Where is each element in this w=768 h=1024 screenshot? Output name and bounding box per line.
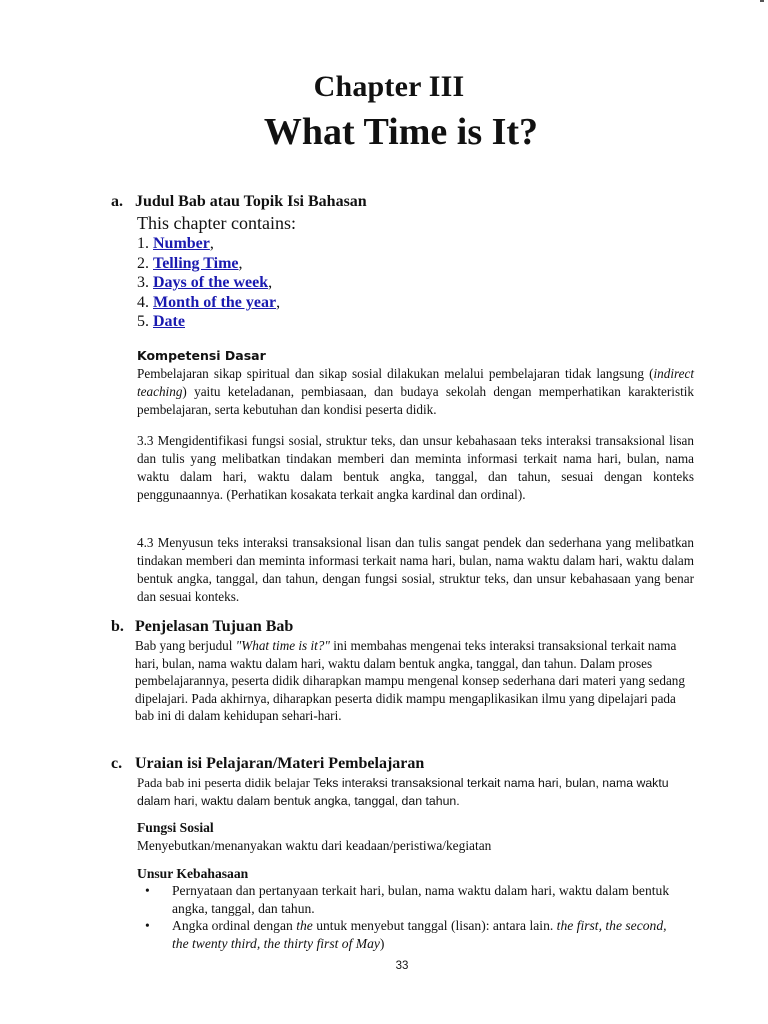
toc-link-telling-time[interactable]: Telling Time [153,254,239,272]
toc-link-month-of-year[interactable]: Month of the year [153,293,277,311]
section-a-heading [111,193,367,211]
bullet-emphasis: the [296,918,313,933]
section-c-intro-topic: Teks interaksi transaksional terkait nama hari, bulan, nama waktu dalam hari, waktu dalam bentuk angka, tanggal, dan tahun. [137,776,669,808]
kd-4-3-paragraph: 4.3 Menyusun teks interaksi transaksional lisan dan tulis sangat pendek dan sederhana yang melibatkan tindakan memberi dan meminta informasi terkait nama hari, bulan, nama waktu dalam hari, waktu dalam bentuk angka, tanggal, dan tahun, dengan fungsi sosial, struktur teks, dan unsur kebahasaan yang benar dan sesuai konteks. [137,535,694,604]
kd-intro-text: Pembelajaran sikap spiritual dan sikap sosial dilakukan melalui pembelajaran tidak langsung ( [137,366,654,381]
bullet-icon: • [145,883,150,898]
kd-intro-paragraph [137,365,694,419]
section-b-title: Penjelasan Tujuan Bab [135,618,294,635]
bullet-text: Angka ordinal dengan [172,918,297,933]
section-c-letter: c. [111,755,123,772]
toc-number: 1. [137,235,149,252]
section-c-intro-text: Pada bab ini peserta didik belajar [137,775,314,790]
table-of-contents [137,234,280,332]
toc-number: 4. [137,293,149,311]
toc-number: 2. [137,254,149,272]
toc-suffix: , [276,293,281,311]
kd-intro-text-end: ) yaitu keteladanan, pembiasaan, dan budaya sekolah dengan memperhatikan karakteristik pembelajaran, serta kebutuhan dan kondisi peserta didik. [137,384,694,417]
bullet-icon: • [145,918,150,933]
toc-item [137,254,280,274]
list-item [145,882,670,917]
toc-suffix: , [268,274,273,291]
unsur-kebahasaan-heading: Unsur Kebahasaan [137,866,249,881]
bullet-text: Pernyataan dan pertanyaan terkait hari, bulan, nama waktu dalam hari, waktu dalam bentuk angka, tanggal, dan tahun. [172,883,670,916]
toc-suffix: , [209,235,214,252]
section-b-emphasis: "What time is it?" [235,638,330,653]
toc-link-days-of-week[interactable]: Days of the week [153,274,269,291]
section-c-intro [137,774,702,810]
kompetensi-dasar-heading: Kompetensi Dasar [137,348,266,363]
section-b-body [135,637,697,725]
toc-item [137,312,280,332]
kd-3-3-paragraph: 3.3 Mengidentifikasi fungsi sosial, struktur teks, dan unsur kebahasaan teks interaksi transaksional lisan dan tulis yang melibatkan tindakan memberi dan meminta informasi terkait nama hari, bulan, nama waktu dalam hari, waktu dalam bentuk angka, tanggal, dan tahun, sesuai dengan konteks penggunaannya. (Perhatikan kosakata terkait angka kardinal dan ordinal). [137,433,694,502]
contains-label: This chapter contains: [137,213,296,233]
bullet-examples: the first, the second, the twenty third, the thirty first of May [172,918,667,951]
section-a-letter: a. [111,193,123,210]
chapter-label: Chapter III [313,70,465,103]
fungsi-sosial-heading: Fungsi Sosial [137,820,214,835]
section-c-title: Uraian isi Pelajaran/Materi Pembelajaran [135,755,425,772]
toc-number: 3. [137,274,149,291]
toc-link-date[interactable]: Date [153,313,185,330]
section-c-heading [111,755,424,773]
section-b-text-end: ini membahas mengenai teks interaksi transaksional terkait nama hari, bulan, nama waktu dalam hari, waktu dalam bentuk angka, tanggal, dan tahun. Dalam proses pembelajarannya, peserta didik diharapkan mampu mengenal konsep sederhana dari materi yang sedang dipelajari. Pada akhirnya, diharapkan peserta didik mampu mengaplikasikan ilmu yang dipelajari pada bab ini di dalam kehidupan sehari-hari. [135,638,685,723]
section-b-heading [111,618,293,636]
section-b-letter: b. [111,618,124,635]
toc-link-number[interactable]: Number [153,235,210,252]
toc-number: 5. [137,313,149,330]
page-number: 33 [395,960,409,972]
bullet-text-end: ) [379,935,385,951]
corner-mark [760,0,764,2]
list-item [145,917,670,952]
kd-intro-emphasis: indirect teaching [137,366,694,399]
section-a-title: Judul Bab atau Topik Isi Bahasan [135,193,367,210]
toc-suffix: , [238,254,243,272]
unsur-kebahasaan-list [145,882,670,952]
chapter-title: What Time is It? [263,111,539,153]
toc-item [137,293,280,313]
toc-item [137,273,280,293]
fungsi-sosial-body: Menyebutkan/menanyakan waktu dari keadaan/peristiwa/kegiatan [137,838,492,853]
bullet-text-mid: untuk menyebut tanggal (lisan): antara lain. [312,918,557,933]
section-b-text: Bab yang berjudul [135,638,236,653]
toc-item [137,234,280,254]
